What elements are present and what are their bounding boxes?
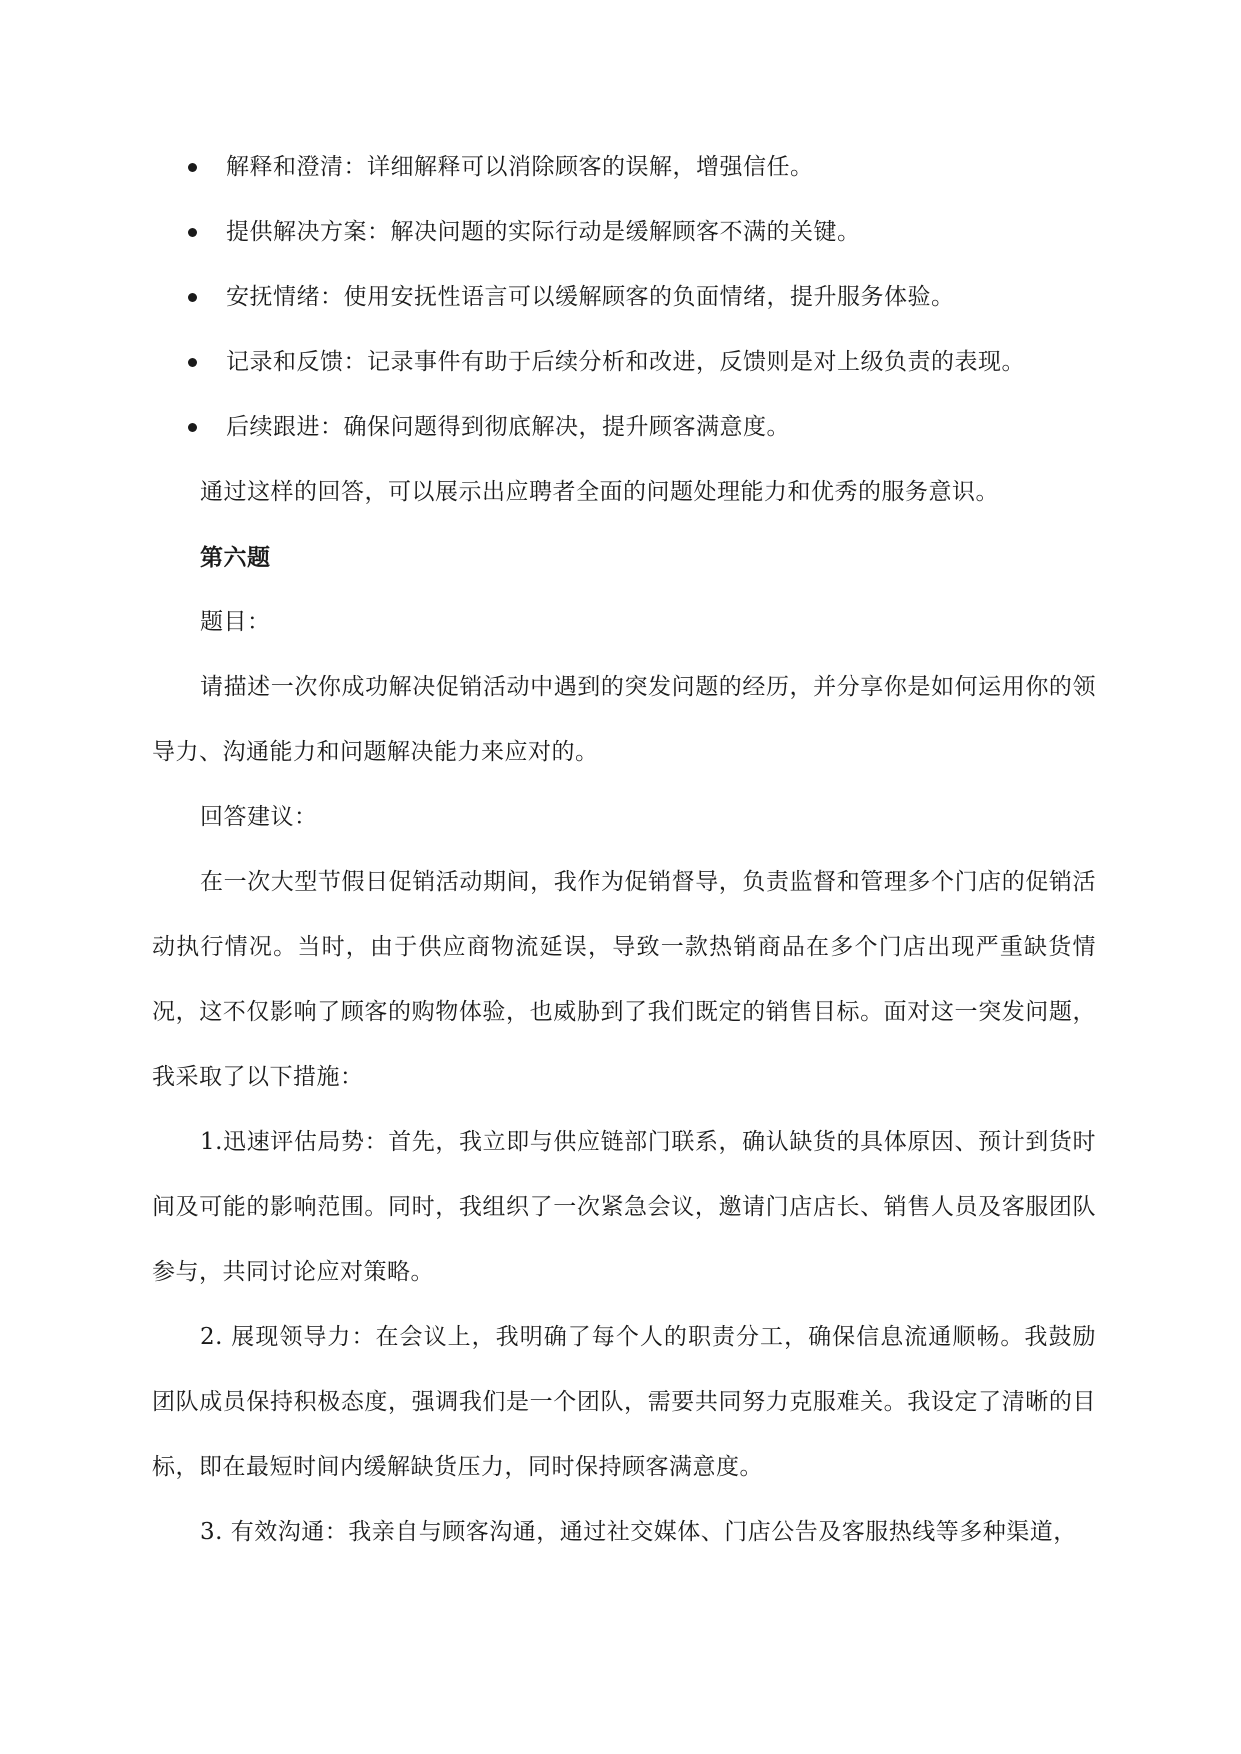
- bullet-text: 后续跟进：确保问题得到彻底解决，提升顾客满意度。: [226, 414, 790, 440]
- bullet-text: 安抚情绪：使用安抚性语言可以缓解顾客的负面情绪，提升服务体验。: [226, 284, 955, 310]
- answer-intro-paragraph: 在一次大型节假日促销活动期间，我作为促销督导，负责监督和管理多个门店的促销活动执行情况。当时，由于供应商物流延误，导致一款热销商品在多个门店出现严重缺货情况，这不仅影响了顾客的购物体验，也威胁到了我们既定的销售目标。面对这一突发问题，我采取了以下措施：: [152, 869, 1096, 1090]
- bullet-dot-icon: [188, 293, 197, 302]
- step-paragraph: 3. 有效沟通：我亲自与顾客沟通，通过社交媒体、门店公告及客服热线等多种渠道，: [200, 1519, 1077, 1545]
- bullet-dot-icon: [188, 358, 197, 367]
- step-paragraph: 1.迅速评估局势：首先，我立即与供应链部门联系，确认缺货的具体原因、预计到货时间及可能的影响范围。同时，我组织了一次紧急会议，邀请门店店长、销售人员及客服团队参与，共同讨论应对策略。: [152, 1129, 1096, 1285]
- bullet-text: 提供解决方案：解决问题的实际行动是缓解顾客不满的关键。: [226, 219, 861, 245]
- bullet-item: [152, 265, 1096, 330]
- bullet-dot-icon: [188, 423, 197, 432]
- step-paragraph: 2. 展现领导力：在会议上，我明确了每个人的职责分工，确保信息流通顺畅。我鼓励团队成员保持积极态度，强调我们是一个团队，需要共同努力克服难关。我设定了清晰的目标，即在最短时间内缓解缺货压力，同时保持顾客满意度。: [152, 1324, 1096, 1480]
- bullet-dot-icon: [188, 163, 197, 172]
- question-label: 题目：: [200, 609, 271, 635]
- bullet-item: [152, 330, 1096, 395]
- bullet-text: 解释和澄清：详细解释可以消除顾客的误解，增强信任。: [226, 154, 814, 180]
- bullet-item: [152, 395, 1096, 460]
- bullet-dot-icon: [188, 228, 197, 237]
- bullet-item: [152, 135, 1096, 200]
- bullet-text: 记录和反馈：记录事件有助于后续分析和改进，反馈则是对上级负责的表现。: [226, 349, 1025, 375]
- section-heading: 第六题: [200, 544, 271, 571]
- page-content: [152, 135, 1096, 1565]
- bullet-item: [152, 200, 1096, 265]
- summary-paragraph: 通过这样的回答，可以展示出应聘者全面的问题处理能力和优秀的服务意识。: [200, 479, 999, 505]
- question-paragraph: 请描述一次你成功解决促销活动中遇到的突发问题的经历，并分享你是如何运用你的领导力、沟通能力和问题解决能力来应对的。: [152, 674, 1096, 765]
- bullet-list: [152, 135, 1096, 460]
- answer-label: 回答建议：: [200, 804, 318, 830]
